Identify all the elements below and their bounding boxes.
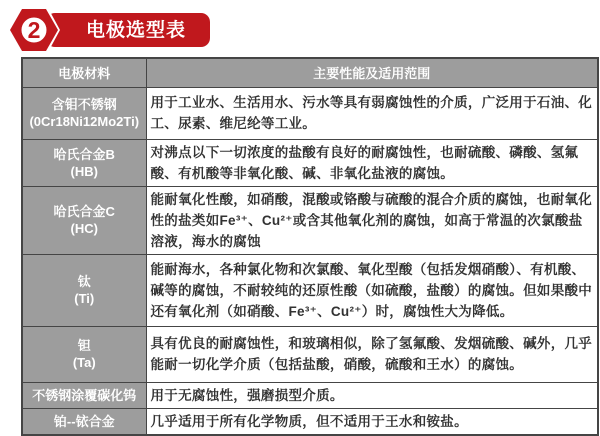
description-cell: 能耐氧化性酸，如硝酸，混酸或铬酸与硫酸的混合介质的腐蚀，也耐氧化性的盐类如Fe³⁺、Cu²⁺或含其他氧化剂的腐蚀，如高于常温的次氯酸盐溶液，海水的腐蚀 bbox=[146, 186, 598, 254]
description-cell: 具有优良的耐腐蚀性，和玻璃相似，除了氢氟酸、发烟硫酸、碱外，几乎能耐一切化学介质（包括盐酸，硝酸，硫酸和王水）的腐蚀。 bbox=[146, 326, 598, 382]
numbered-hexagon-badge-icon bbox=[8, 6, 60, 54]
material-cell bbox=[22, 382, 146, 408]
material-cell bbox=[22, 139, 146, 186]
material-cell bbox=[22, 254, 146, 326]
material-name: 哈氏合金C bbox=[53, 204, 115, 219]
page-header bbox=[0, 0, 600, 56]
material-grade: (Ti) bbox=[74, 291, 95, 306]
badge-number: 2 bbox=[27, 17, 41, 43]
description-cell: 用于无腐蚀性，强磨损型介质。 bbox=[146, 382, 598, 408]
material-name: 钽 bbox=[77, 338, 91, 353]
table-row bbox=[22, 186, 598, 254]
description-cell: 几乎适用于所有化学物质，但不适用于王水和铵盐。 bbox=[146, 408, 598, 435]
description-cell: 能耐海水，各种氯化物和次氯酸、氧化型酸（包括发烟硝酸）、有机酸、碱等的腐蚀，不耐较纯的还原性酸（如硫酸，盐酸）的腐蚀。但如果酸中还有氧化剂（如硝酸、Fe³⁺、Cu²⁺）时，腐蚀性大为降低。 bbox=[146, 254, 598, 326]
material-grade: (HB) bbox=[70, 163, 98, 179]
table-row bbox=[22, 87, 598, 139]
material-cell bbox=[22, 186, 146, 254]
electrode-selection-table bbox=[21, 57, 599, 436]
material-grade: (HC) bbox=[70, 221, 98, 236]
page-title: 电极选型表 bbox=[85, 19, 186, 41]
description-cell: 对沸点以下一切浓度的盐酸有良好的耐腐蚀性，也耐硫酸、磷酸、氢氟酸、有机酸等非氧化酸、碱、非氧化盐液的腐蚀。 bbox=[146, 139, 598, 186]
material-name: 含钼不锈钢 bbox=[51, 97, 117, 112]
title-ribbon bbox=[46, 13, 210, 47]
table-header-row bbox=[22, 58, 598, 87]
material-name: 钛 bbox=[77, 274, 91, 289]
material-name: 铂--铱合金 bbox=[53, 413, 115, 429]
table-row bbox=[22, 139, 598, 186]
column-header-material: 电极材料 bbox=[22, 58, 146, 87]
description-cell: 用于工业水、生活用水、污水等具有弱腐蚀性的介质，广泛用于石油、化工、尿素、维尼纶等工业。 bbox=[146, 87, 598, 139]
material-grade: (0Cr18Ni12Mo2Ti) bbox=[29, 114, 140, 129]
material-cell bbox=[22, 326, 146, 382]
material-cell bbox=[22, 87, 146, 139]
table-row bbox=[22, 326, 598, 382]
table-row bbox=[22, 382, 598, 408]
material-name: 哈氏合金B bbox=[53, 146, 115, 162]
material-name: 不锈钢涂覆碳化钨 bbox=[32, 387, 137, 403]
table-row bbox=[22, 254, 598, 326]
material-grade: (Ta) bbox=[72, 355, 96, 370]
column-header-performance: 主要性能及适用范围 bbox=[146, 58, 598, 87]
